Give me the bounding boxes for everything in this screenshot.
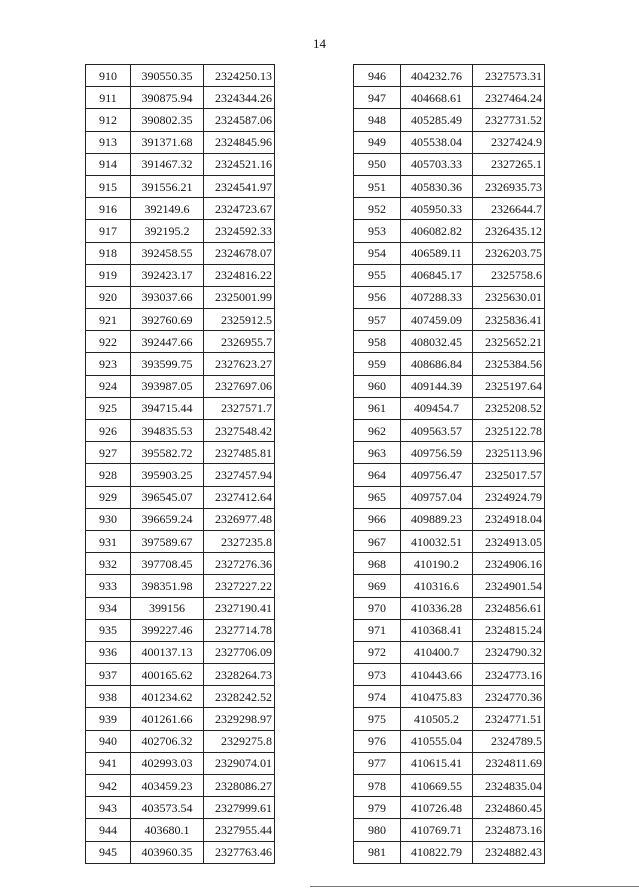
table-row: [86, 730, 275, 752]
point-number-cell: 920: [86, 286, 131, 308]
x-coordinate-cell: 393037.66: [131, 286, 204, 308]
y-coordinate-cell: 2324918.04: [473, 508, 545, 530]
x-coordinate-cell: 404232.76: [401, 65, 473, 87]
x-coordinate-cell: 399227.46: [131, 619, 204, 641]
x-coordinate-cell: 408032.45: [401, 331, 473, 353]
x-coordinate-cell: 399156: [131, 597, 204, 619]
point-number-cell: 918: [86, 242, 131, 264]
y-coordinate-cell: 2326435.12: [473, 220, 545, 242]
y-coordinate-cell: 2324770.36: [473, 686, 545, 708]
table-row: [86, 686, 275, 708]
x-coordinate-cell: 394835.53: [131, 420, 204, 442]
table-row: [86, 819, 275, 841]
scan-edge-line: [310, 886, 639, 887]
y-coordinate-cell: 2328264.73: [204, 664, 275, 686]
table-row: [86, 708, 275, 730]
table-row: [86, 131, 275, 153]
table-row: [86, 353, 275, 375]
point-number-cell: 961: [354, 397, 401, 419]
y-coordinate-cell: 2324541.97: [204, 175, 275, 197]
x-coordinate-cell: 390802.35: [131, 109, 204, 131]
x-coordinate-cell: 395903.25: [131, 464, 204, 486]
point-number-cell: 962: [354, 420, 401, 442]
point-number-cell: 924: [86, 375, 131, 397]
y-coordinate-cell: 2324771.51: [473, 708, 545, 730]
x-coordinate-cell: 400137.13: [131, 641, 204, 663]
table-row: [354, 175, 545, 197]
x-coordinate-cell: 392760.69: [131, 309, 204, 331]
coordinate-table-right-body: [354, 65, 545, 864]
y-coordinate-cell: 2327265.1: [473, 153, 545, 175]
x-coordinate-cell: 410368.41: [401, 619, 473, 641]
table-row: [354, 775, 545, 797]
y-coordinate-cell: 2324835.04: [473, 775, 545, 797]
table-row: [86, 375, 275, 397]
table-row: [86, 752, 275, 774]
y-coordinate-cell: 2324901.54: [473, 575, 545, 597]
y-coordinate-cell: 2326644.7: [473, 198, 545, 220]
table-row: [86, 530, 275, 552]
point-number-cell: 971: [354, 619, 401, 641]
table-row: [86, 264, 275, 286]
table-row: [354, 375, 545, 397]
y-coordinate-cell: 2327227.22: [204, 575, 275, 597]
point-number-cell: 933: [86, 575, 131, 597]
table-row: [354, 131, 545, 153]
point-number-cell: 930: [86, 508, 131, 530]
table-row: [86, 331, 275, 353]
point-number-cell: 939: [86, 708, 131, 730]
x-coordinate-cell: 410555.04: [401, 730, 473, 752]
point-number-cell: 972: [354, 641, 401, 663]
x-coordinate-cell: 410336.28: [401, 597, 473, 619]
table-row: [354, 508, 545, 530]
point-number-cell: 977: [354, 752, 401, 774]
y-coordinate-cell: 2326935.73: [473, 175, 545, 197]
x-coordinate-cell: 410190.2: [401, 553, 473, 575]
y-coordinate-cell: 2329298.97: [204, 708, 275, 730]
table-row: [86, 641, 275, 663]
y-coordinate-cell: 2324344.26: [204, 87, 275, 109]
x-coordinate-cell: 405538.04: [401, 131, 473, 153]
table-row: [354, 242, 545, 264]
y-coordinate-cell: 2324250.13: [204, 65, 275, 87]
x-coordinate-cell: 409563.57: [401, 420, 473, 442]
x-coordinate-cell: 396545.07: [131, 486, 204, 508]
table-row: [354, 87, 545, 109]
x-coordinate-cell: 392458.55: [131, 242, 204, 264]
table-row: [86, 597, 275, 619]
x-coordinate-cell: 403459.23: [131, 775, 204, 797]
y-coordinate-cell: 2327623.27: [204, 353, 275, 375]
table-row: [86, 442, 275, 464]
table-row: [86, 841, 275, 863]
point-number-cell: 981: [354, 841, 401, 863]
point-number-cell: 927: [86, 442, 131, 464]
y-coordinate-cell: 2327955.44: [204, 819, 275, 841]
y-coordinate-cell: 2324860.45: [473, 797, 545, 819]
x-coordinate-cell: 392423.17: [131, 264, 204, 286]
point-number-cell: 942: [86, 775, 131, 797]
point-number-cell: 949: [354, 131, 401, 153]
x-coordinate-cell: 397589.67: [131, 530, 204, 552]
point-number-cell: 928: [86, 464, 131, 486]
table-row: [86, 242, 275, 264]
y-coordinate-cell: 2325384.56: [473, 353, 545, 375]
x-coordinate-cell: 410475.83: [401, 686, 473, 708]
y-coordinate-cell: 2325122.78: [473, 420, 545, 442]
y-coordinate-cell: 2324816.22: [204, 264, 275, 286]
x-coordinate-cell: 397708.45: [131, 553, 204, 575]
point-number-cell: 929: [86, 486, 131, 508]
x-coordinate-cell: 402993.03: [131, 752, 204, 774]
table-row: [354, 397, 545, 419]
y-coordinate-cell: 2328086.27: [204, 775, 275, 797]
table-row: [86, 619, 275, 641]
table-row: [354, 309, 545, 331]
point-number-cell: 943: [86, 797, 131, 819]
x-coordinate-cell: 409756.47: [401, 464, 473, 486]
table-row: [354, 686, 545, 708]
table-row: [354, 220, 545, 242]
table-row: [86, 508, 275, 530]
x-coordinate-cell: 396659.24: [131, 508, 204, 530]
x-coordinate-cell: 390550.35: [131, 65, 204, 87]
point-number-cell: 974: [354, 686, 401, 708]
y-coordinate-cell: 2325197.64: [473, 375, 545, 397]
y-coordinate-cell: 2327999.61: [204, 797, 275, 819]
point-number-cell: 970: [354, 597, 401, 619]
point-number-cell: 913: [86, 131, 131, 153]
point-number-cell: 950: [354, 153, 401, 175]
table-row: [86, 65, 275, 87]
x-coordinate-cell: 391556.21: [131, 175, 204, 197]
x-coordinate-cell: 400165.62: [131, 664, 204, 686]
y-coordinate-cell: 2326977.48: [204, 508, 275, 530]
x-coordinate-cell: 403680.1: [131, 819, 204, 841]
point-number-cell: 951: [354, 175, 401, 197]
x-coordinate-cell: 406082.82: [401, 220, 473, 242]
x-coordinate-cell: 408686.84: [401, 353, 473, 375]
table-row: [86, 153, 275, 175]
x-coordinate-cell: 401261.66: [131, 708, 204, 730]
x-coordinate-cell: 392149.6: [131, 198, 204, 220]
coordinate-table-left-body: [86, 65, 275, 864]
table-row: [86, 309, 275, 331]
point-number-cell: 978: [354, 775, 401, 797]
x-coordinate-cell: 404668.61: [401, 87, 473, 109]
table-row: [354, 641, 545, 663]
y-coordinate-cell: 2326955.7: [204, 331, 275, 353]
table-row: [354, 575, 545, 597]
table-row: [354, 264, 545, 286]
y-coordinate-cell: 2324906.16: [473, 553, 545, 575]
table-row: [86, 420, 275, 442]
table-row: [354, 109, 545, 131]
x-coordinate-cell: 393987.05: [131, 375, 204, 397]
x-coordinate-cell: 410400.7: [401, 641, 473, 663]
point-number-cell: 946: [354, 65, 401, 87]
point-number-cell: 910: [86, 65, 131, 87]
x-coordinate-cell: 395582.72: [131, 442, 204, 464]
y-coordinate-cell: 2325652.21: [473, 331, 545, 353]
y-coordinate-cell: 2324789.5: [473, 730, 545, 752]
x-coordinate-cell: 406589.11: [401, 242, 473, 264]
point-number-cell: 932: [86, 553, 131, 575]
y-coordinate-cell: 2324587.06: [204, 109, 275, 131]
table-row: [354, 331, 545, 353]
coordinate-table-right: [353, 64, 545, 864]
x-coordinate-cell: 405285.49: [401, 109, 473, 131]
point-number-cell: 917: [86, 220, 131, 242]
y-coordinate-cell: 2324873.16: [473, 819, 545, 841]
y-coordinate-cell: 2324773.16: [473, 664, 545, 686]
point-number-cell: 963: [354, 442, 401, 464]
point-number-cell: 956: [354, 286, 401, 308]
point-number-cell: 960: [354, 375, 401, 397]
y-coordinate-cell: 2324811.69: [473, 752, 545, 774]
y-coordinate-cell: 2325113.96: [473, 442, 545, 464]
point-number-cell: 966: [354, 508, 401, 530]
point-number-cell: 916: [86, 198, 131, 220]
table-row: [354, 597, 545, 619]
y-coordinate-cell: 2327485.81: [204, 442, 275, 464]
x-coordinate-cell: 405703.33: [401, 153, 473, 175]
x-coordinate-cell: 409756.59: [401, 442, 473, 464]
y-coordinate-cell: 2327457.94: [204, 464, 275, 486]
y-coordinate-cell: 2324723.67: [204, 198, 275, 220]
y-coordinate-cell: 2327276.36: [204, 553, 275, 575]
point-number-cell: 941: [86, 752, 131, 774]
table-row: [354, 752, 545, 774]
table-row: [354, 153, 545, 175]
y-coordinate-cell: 2324521.16: [204, 153, 275, 175]
y-coordinate-cell: 2324790.32: [473, 641, 545, 663]
point-number-cell: 921: [86, 309, 131, 331]
point-number-cell: 923: [86, 353, 131, 375]
table-row: [354, 530, 545, 552]
x-coordinate-cell: 409454.7: [401, 397, 473, 419]
table-row: [86, 464, 275, 486]
point-number-cell: 940: [86, 730, 131, 752]
table-row: [354, 841, 545, 863]
x-coordinate-cell: 409144.39: [401, 375, 473, 397]
y-coordinate-cell: 2327548.42: [204, 420, 275, 442]
table-row: [86, 87, 275, 109]
point-number-cell: 931: [86, 530, 131, 552]
table-row: [86, 286, 275, 308]
point-number-cell: 980: [354, 819, 401, 841]
x-coordinate-cell: 410822.79: [401, 841, 473, 863]
y-coordinate-cell: 2325912.5: [204, 309, 275, 331]
table-row: [354, 619, 545, 641]
x-coordinate-cell: 406845.17: [401, 264, 473, 286]
page-number: 14: [313, 36, 326, 51]
point-number-cell: 914: [86, 153, 131, 175]
point-number-cell: 958: [354, 331, 401, 353]
point-number-cell: 915: [86, 175, 131, 197]
y-coordinate-cell: 2326203.75: [473, 242, 545, 264]
x-coordinate-cell: 407459.09: [401, 309, 473, 331]
y-coordinate-cell: 2324815.24: [473, 619, 545, 641]
coordinate-table-left: [85, 64, 275, 864]
x-coordinate-cell: 410032.51: [401, 530, 473, 552]
y-coordinate-cell: 2324845.96: [204, 131, 275, 153]
x-coordinate-cell: 392195.2: [131, 220, 204, 242]
point-number-cell: 969: [354, 575, 401, 597]
point-number-cell: 934: [86, 597, 131, 619]
point-number-cell: 954: [354, 242, 401, 264]
point-number-cell: 968: [354, 553, 401, 575]
point-number-cell: 975: [354, 708, 401, 730]
y-coordinate-cell: 2325001.99: [204, 286, 275, 308]
y-coordinate-cell: 2329074.01: [204, 752, 275, 774]
point-number-cell: 919: [86, 264, 131, 286]
y-coordinate-cell: 2324678.07: [204, 242, 275, 264]
x-coordinate-cell: 393599.75: [131, 353, 204, 375]
point-number-cell: 926: [86, 420, 131, 442]
point-number-cell: 936: [86, 641, 131, 663]
table-row: [86, 575, 275, 597]
point-number-cell: 944: [86, 819, 131, 841]
table-row: [354, 420, 545, 442]
x-coordinate-cell: 403960.35: [131, 841, 204, 863]
x-coordinate-cell: 405950.33: [401, 198, 473, 220]
y-coordinate-cell: 2325208.52: [473, 397, 545, 419]
y-coordinate-cell: 2327412.64: [204, 486, 275, 508]
table-row: [354, 797, 545, 819]
x-coordinate-cell: 390875.94: [131, 87, 204, 109]
y-coordinate-cell: 2327697.06: [204, 375, 275, 397]
point-number-cell: 911: [86, 87, 131, 109]
table-row: [354, 464, 545, 486]
table-row: [86, 664, 275, 686]
y-coordinate-cell: 2327573.31: [473, 65, 545, 87]
x-coordinate-cell: 409757.04: [401, 486, 473, 508]
table-row: [354, 664, 545, 686]
point-number-cell: 959: [354, 353, 401, 375]
x-coordinate-cell: 409889.23: [401, 508, 473, 530]
y-coordinate-cell: 2327571.7: [204, 397, 275, 419]
table-row: [86, 553, 275, 575]
table-row: [354, 819, 545, 841]
x-coordinate-cell: 410615.41: [401, 752, 473, 774]
x-coordinate-cell: 401234.62: [131, 686, 204, 708]
point-number-cell: 952: [354, 198, 401, 220]
y-coordinate-cell: 2327235.8: [204, 530, 275, 552]
point-number-cell: 976: [354, 730, 401, 752]
table-row: [354, 198, 545, 220]
y-coordinate-cell: 2327763.46: [204, 841, 275, 863]
y-coordinate-cell: 2324592.33: [204, 220, 275, 242]
point-number-cell: 945: [86, 841, 131, 863]
table-row: [86, 198, 275, 220]
table-row: [86, 397, 275, 419]
y-coordinate-cell: 2325630.01: [473, 286, 545, 308]
table-row: [86, 486, 275, 508]
point-number-cell: 935: [86, 619, 131, 641]
x-coordinate-cell: 410769.71: [401, 819, 473, 841]
y-coordinate-cell: 2325836.41: [473, 309, 545, 331]
point-number-cell: 957: [354, 309, 401, 331]
point-number-cell: 967: [354, 530, 401, 552]
x-coordinate-cell: 398351.98: [131, 575, 204, 597]
y-coordinate-cell: 2324924.79: [473, 486, 545, 508]
table-row: [354, 442, 545, 464]
table-row: [354, 353, 545, 375]
y-coordinate-cell: 2329275.8: [204, 730, 275, 752]
table-row: [86, 797, 275, 819]
table-row: [86, 775, 275, 797]
point-number-cell: 922: [86, 331, 131, 353]
table-row: [354, 730, 545, 752]
table-row: [354, 553, 545, 575]
point-number-cell: 964: [354, 464, 401, 486]
x-coordinate-cell: 410316.6: [401, 575, 473, 597]
x-coordinate-cell: 410669.55: [401, 775, 473, 797]
point-number-cell: 979: [354, 797, 401, 819]
y-coordinate-cell: 2327731.52: [473, 109, 545, 131]
y-coordinate-cell: 2327190.41: [204, 597, 275, 619]
point-number-cell: 953: [354, 220, 401, 242]
point-number-cell: 938: [86, 686, 131, 708]
table-row: [354, 286, 545, 308]
table-row: [86, 175, 275, 197]
y-coordinate-cell: 2328242.52: [204, 686, 275, 708]
table-row: [86, 109, 275, 131]
x-coordinate-cell: 403573.54: [131, 797, 204, 819]
x-coordinate-cell: 391371.68: [131, 131, 204, 153]
y-coordinate-cell: 2324856.61: [473, 597, 545, 619]
x-coordinate-cell: 402706.32: [131, 730, 204, 752]
point-number-cell: 948: [354, 109, 401, 131]
y-coordinate-cell: 2327424.9: [473, 131, 545, 153]
y-coordinate-cell: 2327706.09: [204, 641, 275, 663]
y-coordinate-cell: 2324882.43: [473, 841, 545, 863]
table-row: [354, 486, 545, 508]
point-number-cell: 912: [86, 109, 131, 131]
y-coordinate-cell: 2327464.24: [473, 87, 545, 109]
x-coordinate-cell: 405830.36: [401, 175, 473, 197]
point-number-cell: 955: [354, 264, 401, 286]
table-row: [86, 220, 275, 242]
table-row: [354, 65, 545, 87]
x-coordinate-cell: 410443.66: [401, 664, 473, 686]
x-coordinate-cell: 391467.32: [131, 153, 204, 175]
table-row: [354, 708, 545, 730]
y-coordinate-cell: 2324913.05: [473, 530, 545, 552]
point-number-cell: 973: [354, 664, 401, 686]
y-coordinate-cell: 2325017.57: [473, 464, 545, 486]
x-coordinate-cell: 410505.2: [401, 708, 473, 730]
x-coordinate-cell: 410726.48: [401, 797, 473, 819]
point-number-cell: 947: [354, 87, 401, 109]
point-number-cell: 937: [86, 664, 131, 686]
x-coordinate-cell: 392447.66: [131, 331, 204, 353]
y-coordinate-cell: 2327714.78: [204, 619, 275, 641]
point-number-cell: 965: [354, 486, 401, 508]
x-coordinate-cell: 394715.44: [131, 397, 204, 419]
x-coordinate-cell: 407288.33: [401, 286, 473, 308]
point-number-cell: 925: [86, 397, 131, 419]
y-coordinate-cell: 2325758.6: [473, 264, 545, 286]
